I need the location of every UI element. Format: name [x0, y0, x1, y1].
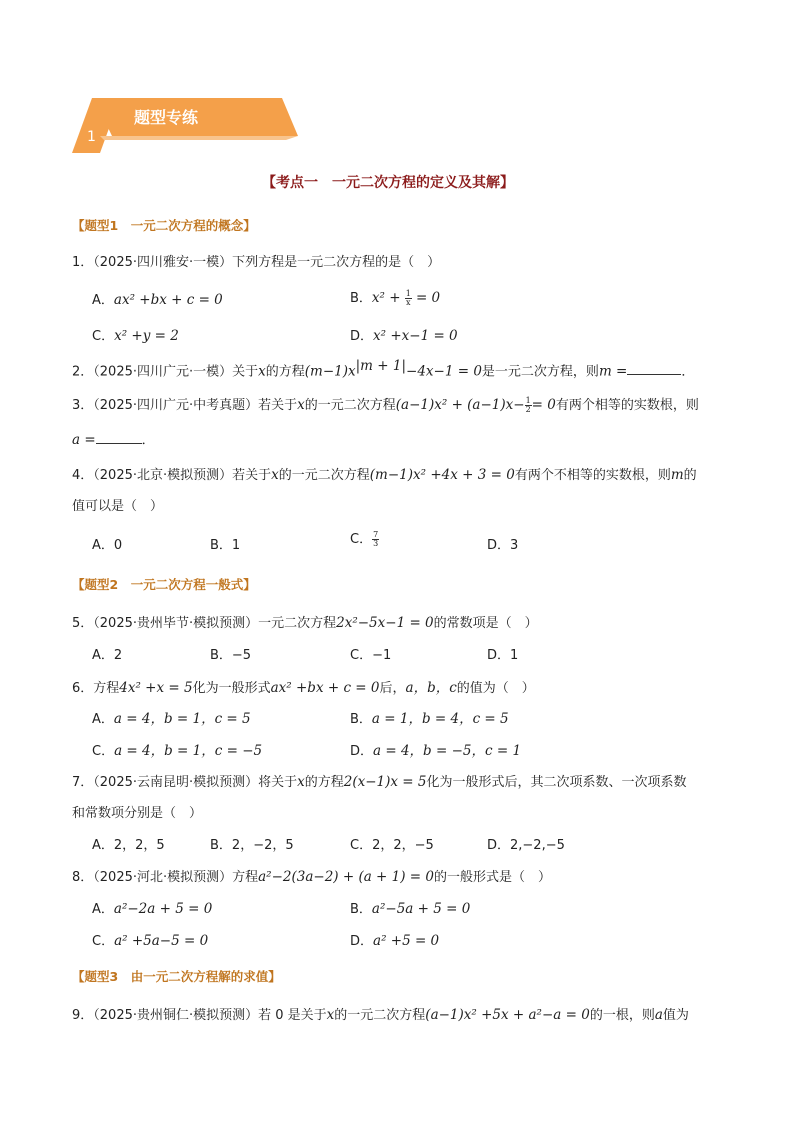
fraction: $\frac{7}{3}$ — [373, 530, 379, 548]
q7-option-d: D．2,−2,−5 — [487, 838, 565, 853]
fraction: $\frac{1}{x}$ — [405, 289, 411, 307]
question-4-line2: 值可以是（ ） — [72, 499, 164, 514]
option-math: = 0 — [415, 290, 441, 306]
option-math: x² + — [371, 290, 401, 306]
banner-number: 1 — [87, 129, 96, 145]
question-5: 5．（2025·贵州毕节·模拟预测）一元二次方程2x²−5x−1 = 0的常数项是（ ） — [72, 615, 538, 631]
q7-option-b: B．2，−2，5 — [210, 838, 294, 853]
question-3-line2: a = ． — [72, 432, 155, 448]
q5-option-c: C．−1 — [350, 648, 392, 663]
q1-option-b — [350, 287, 440, 307]
option-label: D． — [350, 329, 374, 344]
question-6: 6．方程4x² +x = 5化为一般形式ax² +bx + c = 0后，a，b，c的值为（ ） — [72, 680, 535, 696]
option-label: B． — [350, 291, 372, 306]
q6-option-a: A．a = 4，b = 1，c = 5 — [92, 711, 251, 727]
option-label: C． — [92, 329, 115, 344]
question-1-stem: 1．（2025·四川雅安·一模）下列方程是一元二次方程的是（ ） — [72, 255, 441, 270]
question-7-line2: 和常数项分别是（ ） — [72, 806, 203, 821]
fraction: $\frac{1}{2}$ — [525, 396, 531, 414]
section-title: 【考点一 一元二次方程的定义及其解】 — [262, 175, 514, 191]
q4-option-b: B．1 — [210, 538, 241, 553]
question-9: 9．（2025·贵州铜仁·模拟预测）若 0 是关于x的一元二次方程(a−1)x² +5x + a²−a = 0的一根，则a值为 — [72, 1007, 689, 1023]
q5-option-d: D．1 — [487, 648, 519, 663]
q6-option-b: B．a = 1，b = 4，c = 5 — [350, 711, 509, 727]
answer-blank — [96, 443, 142, 444]
q8-option-b: B．a²−5a + 5 = 0 — [350, 901, 471, 917]
type-title-1: 【题型1 一元二次方程的概念】 — [72, 218, 256, 233]
q7-option-c: C．2，2，−5 — [350, 838, 434, 853]
q6-option-d: D．a = 4，b = −5，c = 1 — [350, 743, 522, 759]
section-banner — [72, 96, 302, 156]
q8-option-c: C．a² +5a−5 = 0 — [92, 933, 209, 949]
q4-option-c: C． $\frac{7}{3}$ — [350, 530, 379, 548]
question-2: 2．（2025·四川广元·一模）关于x的方程$(m-1)x^{|m + 1|}-4x-1 = 0$是一元二次方程，则m = ． — [72, 358, 695, 380]
q5-option-a: A．2 — [92, 648, 123, 663]
question-3: 3．（2025·四川广元·中考真题）若关于x的一元二次方程(a−1)x² + (a−1)x− $\frac{1}{2}$ = 0有两个相等的实数根，则 — [72, 396, 699, 414]
option-math: x² +x−1 = 0 — [373, 328, 458, 344]
q7-option-a: A．2，2，5 — [92, 838, 165, 853]
q4-option-a: A．0 — [92, 538, 123, 553]
q8-option-a: A．a²−2a + 5 = 0 — [92, 901, 213, 917]
q6-option-c: C．a = 4，b = 1，c = −5 — [92, 743, 263, 759]
type-title-3: 【题型3 由一元二次方程解的求值】 — [72, 969, 281, 984]
q8-option-d: D．a² +5 = 0 — [350, 933, 440, 949]
q5-option-b: B．−5 — [210, 648, 252, 663]
q1-option-d — [350, 325, 458, 344]
option-label: A． — [92, 293, 114, 308]
question-8: 8．（2025·河北·模拟预测）方程a²−2(3a−2) + (a + 1) = 0的一般形式是（ ） — [72, 869, 552, 885]
q1-option-a — [92, 289, 223, 308]
q1-option-c — [92, 325, 179, 344]
banner-title: 题型专练 — [134, 108, 199, 127]
option-math: x² +y = 2 — [114, 328, 179, 344]
option-math: ax² +bx + c = 0 — [113, 292, 223, 308]
answer-blank — [627, 374, 681, 375]
question-7: 7．（2025·云南昆明·模拟预测）将关于x的方程2(x−1)x = 5化为一般形式后，其二次项系数、一次项系数 — [72, 774, 687, 790]
type-title-2: 【题型2 一元二次方程一般式】 — [72, 577, 256, 592]
q4-option-d: D．3 — [487, 538, 519, 553]
question-4: 4．（2025·北京·模拟预测）若关于x的一元二次方程(m−1)x² +4x + 3 = 0有两个不相等的实数根，则m的 — [72, 467, 697, 483]
